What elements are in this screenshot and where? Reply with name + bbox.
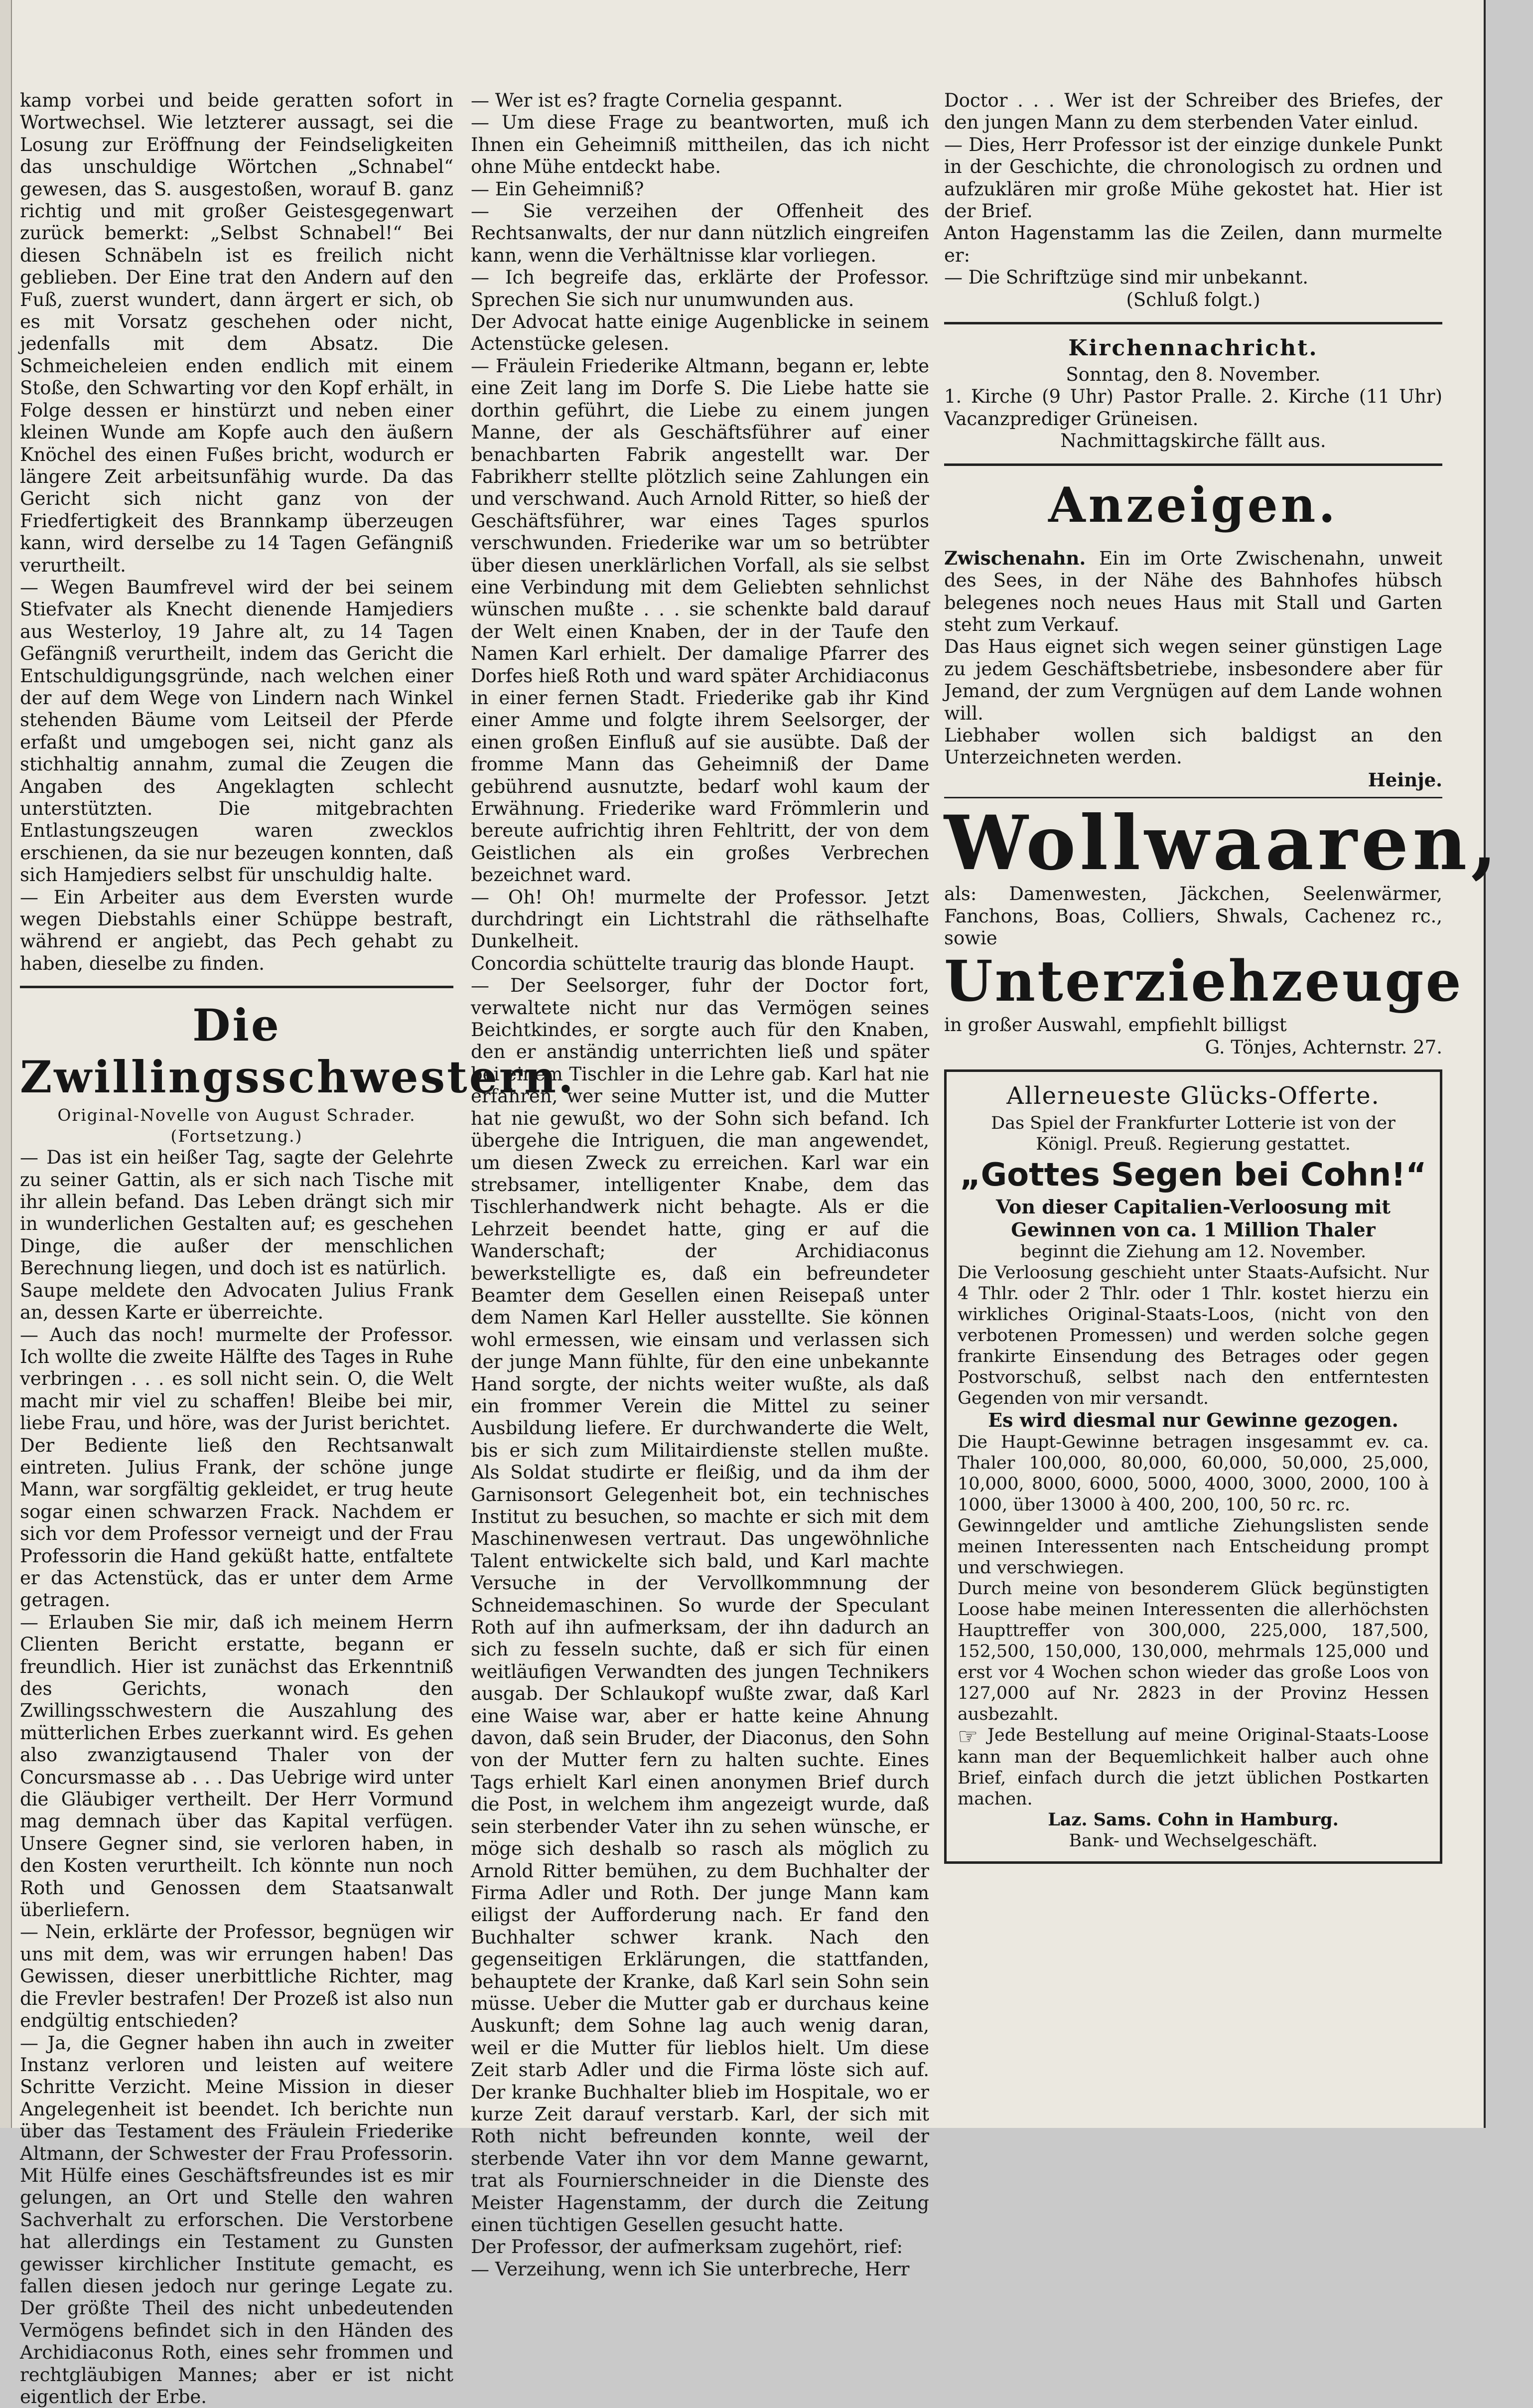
church-notice-afternoon: Nachmittagskirche fällt aus. [944,430,1442,452]
column-left [20,90,453,2408]
house-sale-place: Zwischenahn. [944,547,1086,569]
lottery-line: Durch meine von besonderem Glück begünstigten Loose habe meinen Interessenten die allerhöchsten Haupttreffer von 300,000, 225,000, 187,500, 152,500, 150,000, 130,000, mehrmals 125,000 und erst vor 4 Wochen schon wieder das große Loos von 127,000 auf Nr. 2823 in der Provinz Hessen ausbezahlt. [958,1578,1429,1725]
novel-paragraph: — Wer ist es? fragte Cornelia gespannt. [471,90,929,112]
lottery-line: Es wird diesmal nur Gewinne gezogen. [958,1409,1429,1432]
house-sale-ad-3: Liebhaber wollen sich baldigst an den Unterzeichneten werden. [944,725,1442,769]
wollwaaren-headline: Wollwaaren, [944,803,1442,883]
novel-paragraph: — Dies, Herr Professor ist der einzige dunkele Punkt in der Geschichte, die chronologisch zu ordnen und aufzuklären mir große Mühe gekostet hat. Hier ist der Brief. [944,134,1442,223]
church-notice-date: Sonntag, den 8. November. [944,364,1442,386]
novel-paragraph: — Verzeihung, wenn ich Sie unterbreche, Herr [471,2258,929,2280]
novel-paragraph: Der Advocat hatte einige Augenblicke in seinem Actenstücke gelesen. [471,311,929,355]
novel-paragraph: Doctor . . . Wer ist der Schreiber des Briefes, der den jungen Mann zu dem sterbenden Vater einlud. [944,90,1442,134]
novel-paragraph: — Fräulein Friederike Altmann, begann er, lebte eine Zeit lang im Dorfe S. Die Liebe hatte sie dorthin geführt, die Liebe zu einem jungen Manne, der als Geschäftsführer auf einer benachbarten Fabrik angestellt war. Der Fabrikherr stellte plötzlich seine Zahlungen ein und verschwand. Auch Arnold Ritter, so hieß der Geschäftsführer, war eines Tages spurlos verschwunden. Friederike war um so betrübter über diesen unerklärlichen Vorfall, als sie selbst eine Verbindung mit dem Geliebten sehnlichst wünschen mußte . . . sie schenkte bald darauf der Welt einen Knaben, der in der Taufe den Namen Karl erhielt. Der damalige Pfarrer des Dorfes hieß Roth und ward später Archidiaconus in einer fernen Stadt. Friederike gab ihr Kind einer Amme und folgte ihrem Seelsorger, der einen großen Einfluß auf sie ausübte. Daß der fromme Mann das Geheimniß der Dame gebührend ausnutzte, bedarf wohl kaum der Erwähnung. Friederike ward Frömmlerin und bereute aufrichtig ihren Fehltritt, der von dem Geistlichen als ein großes Verbrechen bezeichnet ward. [471,355,929,887]
novel-paragraph: — Auch das noch! murmelte der Professor. Ich wollte die zweite Hälfte des Tages in Ruhe verbringen . . . es soll nicht sein. O, die Welt macht mir viel zu schaffen! Bleibe bei mir, liebe Frau, und höre, was der Jurist berichtet. [20,1324,453,1435]
court-report-2: — Wegen Baumfrevel wird der bei seinem Stiefvater als Knecht dienende Hamjediers aus Westerloy, 19 Jahre alt, zu 14 Tagen Gefängniß verurtheilt, indem das Gericht die Entschuldigungsgründe, nach welchen einer der auf dem Wege von Lindern nach Winkel stehenden Bäume vom Leitseil der Pferde erfaßt und umgebogen sei, nicht ganz als stichhaltig annahm, zumal die Zeugen die Angaben des Angeklagten schlecht unterstützten. Die mitgebrachten Entlastungszeugen waren zwecklos erschienen, da sie nur bezeugen konnten, daß sich Hamjediers selbst für unschuldig halte. [20,577,453,887]
wollwaaren-signature: G. Tönjes, Achternstr. 27. [944,1037,1442,1058]
unterziehzeuge-headline: Unterziehzeuge [944,949,1442,1014]
novel-paragraph: — Ja, die Gegner haben ihn auch in zweiter Instanz verloren und leisten auf weitere Schritte Verzicht. Meine Mission in dieser Angelegenheit ist beendet. Ich berichte nun über das Testament des Fräulein Friederike Altmann, der Schwester der Frau Professorin. Mit Hülfe eines Geschäftsfreundes ist es mir gelungen, an Ort und Stelle den wahren Sachverhalt zu erforschen. Die Verstorbene hat allerdings ein Testament zu Gunsten gewisser kirchlicher Institute gemacht, es fallen diesen jedoch nur geringe Legate zu. Der größte Theil des nicht unbedeutenden Vermögens befindet sich in den Händen des Archidiaconus Roth, eines sehr frommen und rechtgläubigen Mannes; aber er ist nicht eigentlich der Erbe. [20,2032,453,2408]
pointing-hand-icon: ☞ [958,1726,987,1747]
court-report-3: — Ein Arbeiter aus dem Eversten wurde wegen Diebstahls einer Schüppe bestraft, während er angiebt, das Pech gehabt zu haben, dieselbe zu finden. [20,887,453,975]
lottery-signature: Laz. Sams. Cohn in Hamburg. [958,1809,1429,1830]
house-sale-ad-2: Das Haus eignet sich wegen seiner günstigen Lage zu jedem Geschäftsbetriebe, insbesondere aber für Jemand, der zum Vergnügen auf dem Lande wohnen will. [944,636,1442,725]
column-right [944,90,1442,1864]
novel-continuation: (Fortsetzung.) [20,1126,453,1147]
lottery-line: Das Spiel der Frankfurter Lotterie ist von der Königl. Preuß. Regierung gestattet. [958,1113,1429,1155]
church-notice-title: Kirchennachricht. [944,335,1442,361]
previous-page-edge [0,0,12,2128]
lottery-line: Von dieser Capitalien-Verloosung mit Gewinnen von ca. 1 Million Thaler [958,1196,1429,1241]
novel-paragraph: Anton Hagenstamm las die Zeilen, dann murmelte er: [944,222,1442,267]
novel-paragraph: Saupe meldete den Advocaten Julius Frank an, dessen Karte er überreichte. [20,1280,453,1324]
lottery-company: Bank- und Wechselgeschäft. [958,1830,1429,1851]
advertisements-heading: Anzeigen. [944,477,1442,533]
section-divider [944,797,1442,798]
section-divider [20,986,453,988]
novel-paragraph: — Erlauben Sie mir, daß ich meinem Herrn Clienten Bericht erstatte, begann er freundlich. Hier ist zunächst das Erkenntniß des Gerichts, wonach den Zwillingsschwestern die Auszahlung des mütterlichen Erbes zuerkannt wird. Es gehen also zwanzigtausend Thaler von der Concursmasse ab . . . Das Uebrige wird unter die Gläubiger vertheilt. Der Herr Vormund mag demnach über das Kapital verfügen. Unsere Gegner sind, sie verloren haben, in den Kosten verurtheilt. Ich könnte nun noch Roth und Genossen dem Staatsanwalt überliefern. [20,1612,453,1922]
house-sale-signature: Heinje. [944,769,1442,791]
lottery-ad-box [944,1069,1442,1864]
wollwaaren-offer: in großer Auswahl, empfiehlt billigst [944,1014,1442,1036]
court-report-1: kamp vorbei und beide geratten sofort in Wortwechsel. Wie letzterer aussagt, sei die Losung zur Eröffnung der Feindseligkeiten das unschuldige Wörtchen „Schnabel“ gewesen, das S. ausgestoßen, worauf B. ganz richtig und mit großer Geistesgegenwart zurück bemerkt: „Selbst Schnabel!“ Bei diesen Schnäbeln ist es freilich nicht geblieben. Der Eine trat den Andern auf den Fuß, zuerst wundert, dann ärgert er sich, ob es mit Vorsatz geschehen oder nicht, jedenfalls mit dem Absatz. Die Schmeicheleien enden endlich mit einem Stoße, den Schwarting vor den Kopf erhält, in Folge dessen er hinstürzt und neben einer kleinen Wunde am Kopfe auch den äußern Knöchel des einen Fußes bricht, wodurch er längere Zeit arbeitsunfähig wurde. Da das Gericht sich nicht ganz von der Friedfertigkeit des Brannkamp überzeugen kann, wird derselbe zu 14 Tagen Gefängniß verurtheilt. [20,90,453,577]
lottery-draw-date: beginnt die Ziehung am 12. November. [958,1241,1429,1262]
novel-paragraph: — Um diese Frage zu beantworten, muß ich Ihnen ein Geheimniß mittheilen, das ich nicht ohne Mühe entdeckt habe. [471,112,929,178]
lottery-order-text: Jede Bestellung auf meine Original-Staats-Loose kann man der Bequemlichkeit halber auch ohne Brief, einfach durch die jetzt üblichen Postkarten machen. [958,1725,1429,1809]
novel-paragraph: — Ein Geheimniß? [471,178,929,200]
novel-paragraph: — Sie verzeihen der Offenheit des Rechtsanwalts, der nur dann nützlich eingreifen kann, wenn die Verhältnisse klar vorliegen. [471,200,929,267]
lottery-prizes: Die Haupt-Gewinne betragen insgesammt ev. ca. Thaler 100,000, 80,000, 60,000, 50,000, 25,000, 10,000, 8000, 6000, 5000, 4000, 3000, 2000, 100 à 1000, über 13000 à 400, 200, 100, 50 rc. rc. [958,1432,1429,1515]
lottery-order-note [958,1725,1429,1809]
house-sale-text: Ein im Orte Zwischenahn, unweit des Sees, in der Nähe des Bahnhofes hübsch belegenes noch neues Haus mit Stall und Garten steht zum Verkauf. [944,548,1442,635]
novel-paragraph: Concordia schüttelte traurig das blonde Haupt. [471,953,929,975]
novel-title: Die Zwillingsschwestern. [20,999,453,1103]
church-notice-services: 1. Kirche (9 Uhr) Pastor Pralle. 2. Kirche (11 Uhr) Vacanzprediger Grüneisen. [944,386,1442,430]
wollwaaren-items: als: Damenwesten, Jäckchen, Seelenwärmer, Fanchons, Boas, Colliers, Shwals, Cachenez rc., sowie [944,883,1442,949]
lottery-heading: Allerneueste Glücks-Offerte. [958,1082,1429,1110]
section-divider [944,463,1442,466]
novel-paragraph: — Oh! Oh! murmelte der Professor. Jetzt durchdringt ein Lichtstrahl die räthselhafte Dunkelheit. [471,887,929,953]
lottery-line: Die Verloosung geschieht unter Staats-Aufsicht. Nur 4 Thlr. oder 2 Thlr. oder 1 Thlr. kostet hierzu ein wirkliches Original-Staats-Loos, (nicht von den verbotenen Promessen) und werden solche gegen frankirte Einsendung des Betrages oder gegen Postvorschuß, selbst nach den entferntesten Gegenden von mir versandt. [958,1262,1429,1409]
house-sale-ad [944,547,1442,636]
to-be-continued: (Schluß folgt.) [944,289,1442,311]
novel-paragraph: Der Professor, der aufmerksam zugehört, rief: [471,2236,929,2258]
novel-paragraph: — Nein, erklärte der Professor, begnügen wir uns mit dem, was wir errungen haben! Das Gewissen, dieser unerbittliche Richter, mag die Frevler bestrafen! Der Prozeß ist also nun endgültig entschieden? [20,1921,453,2032]
lottery-slogan: „Gottes Segen bei Cohn!“ [958,1157,1429,1194]
novel-paragraph: — Die Schriftzüge sind mir unbekannt. [944,267,1442,289]
novel-paragraph: — Der Seelsorger, fuhr der Doctor fort, verwaltete nicht nur das Vermögen seines Beichtkindes, er sorgte auch für den Knaben, den er anständig unterrichten ließ und später bei einem Tischler in die Lehre gab. Karl hat nie erfahren, wer seine Mutter ist, und die Mutter hat nie gewußt, wo der Sohn sich befand. Ich übergehe die Intriguen, die man angewendet, um diesen Zweck zu erreichen. Karl war ein strebsamer, intelligenter Knabe, dem das Tischlerhandwerk nicht behagte. Als er die Lehrzeit beendet hatte, ging er auf die Wanderschaft; der Archidiaconus bewerkstelligte es, daß ein befreundeter Beamter dem Gesellen einen Reisepaß unter dem Namen Karl Heller ausstellte. Sie können wohl ermessen, wie einsam und verlassen sich der junge Mann fühlte, für den eine unbekannte Hand sorgte, der nichts weiter wußte, als daß ein frommer Verein die Mittel zu seiner Ausbildung liefere. Er durchwanderte die Welt, bis er sich zum Militairdienste stellen mußte. Als Soldat studirte er fleißig, und da ihm der Garnisonsort Gelegenheit bot, ein technisches Institut zu besuchen, so machte er sich mit dem Maschinenwesen vertraut. Das ungewöhnliche Talent entwickelte sich bald, und Karl machte Versuche in der Vervollkommnung der Schneidemaschinen. So wurde der Speculant Roth auf ihn aufmerksam, der ihn dadurch an sich zu fesseln suchte, daß er sich für einen weitläufigen Verwandten des jungen Technikers ausgab. Der Schlaukopf wußte zwar, daß Karl eine Waise war, aber er hatte keine Ahnung davon, daß sein Bruder, der Diaconus, den Sohn von der Mutter fern zu halten suchte. Eines Tags erhielt Karl einen anonymen Brief durch die Post, in welchem ihm angezeigt wurde, daß sein sterbender Vater ihn zu sehen wünsche, er möge sich deshalb so rasch als möglich zu Arnold Ritter bemühen, zu dem Buchhalter der Firma Adler und Roth. Der junge Mann kam eiligst der Aufforderung nach. Er fand den Buchhalter schwer krank. Nach den gegenseitigen Erklärungen, die stattfanden, behauptete der Kranke, daß Karl sein Sohn sein müsse. Ueber die Mutter gab er durchaus keine Auskunft; dem Sohne lag auch wenig daran, weil er die Mutter für lieblos hielt. Um diese Zeit starb Adler und die Firma löste sich auf. Der kranke Buchhalter blieb im Hospitale, wo er kurze Zeit darauf verstarb. Karl, der sich mit Roth nicht befreunden konnte, weil der sterbende Vater ihn vor dem Manne gewarnt, trat als Fournierschneider in die Dienste des Meister Hagenstamm, der durch die Zeitung einen tüchtigen Gesellen gesucht hatte. [471,975,929,2236]
lottery-line: Gewinngelder und amtliche Ziehungslisten sende meinen Interessenten nach Entscheidung prompt und verschwiegen. [958,1515,1429,1578]
section-divider [944,322,1442,324]
novel-paragraph: — Das ist ein heißer Tag, sagte der Gelehrte zu seiner Gattin, als er sich nach Tische mit ihr allein befand. Das Leben drängt sich mir in wunderlichen Gestalten auf; es geschehen Dinge, die außer der menschlichen Berechnung liegen, und doch ist es natürlich. [20,1147,453,1279]
novel-paragraph: — Ich begreife das, erklärte der Professor. Sprechen Sie sich nur unumwunden aus. [471,267,929,311]
novel-paragraph: Der Bediente ließ den Rechtsanwalt eintreten. Julius Frank, der schöne junge Mann, war sorgfältig gekleidet, er trug heute sogar einen schwarzen Frack. Nachdem er sich vor dem Professor verneigt und der Frau Professorin die Hand geküßt hatte, entfaltete er das Actenstück, das er unter dem Arme getragen. [20,1435,453,1612]
column-middle [471,90,929,2280]
novel-byline: Original-Novelle von August Schrader. [20,1105,453,1126]
